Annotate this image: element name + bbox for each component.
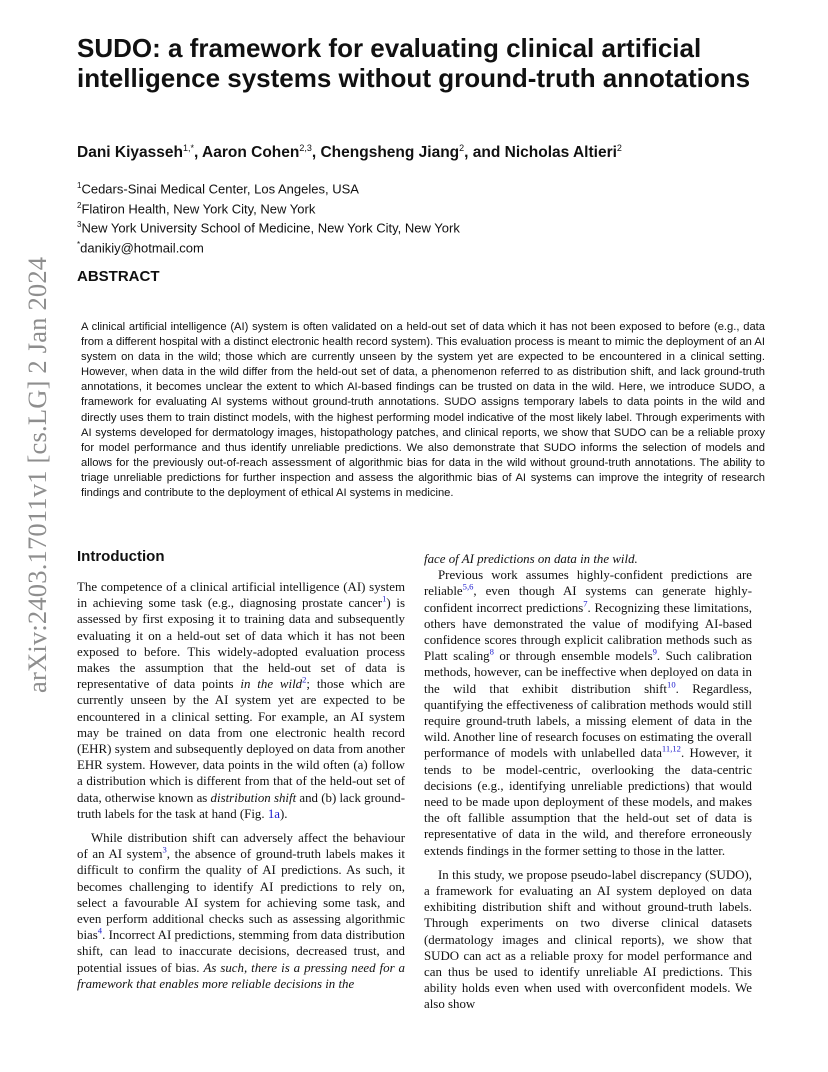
paragraph: [77, 830, 405, 992]
text-run: and (b) lack ground-truth labels for the task at hand (Fig.: [77, 790, 405, 821]
introduction-heading: Introduction: [77, 548, 165, 565]
affiliation-mark: *: [77, 239, 81, 249]
author-name: Nicholas Altieri: [504, 144, 617, 162]
author-separator: ,: [193, 144, 203, 162]
paper-title: SUDO: a framework for evaluating clinical artificial intelligence systems without ground-truth annotations: [77, 33, 751, 93]
body-column-right: [424, 551, 752, 1013]
italic-text: in the wild: [240, 677, 303, 692]
text-run: , even though AI systems can generate highly-confident incorrect predictions: [424, 584, 752, 615]
text-run: . Recognizing these limitations, others have demonstrated the value of modifying AI-based confidence scores through explicit calibration methods such as Platt scaling: [424, 600, 752, 664]
affiliation-list: [77, 178, 777, 256]
paragraph: [77, 579, 405, 822]
author-affiliation-mark: 2: [616, 143, 622, 153]
text-run: While distribution shift can adversely affect the behaviour of an AI system: [77, 831, 405, 862]
affiliation-line: [77, 217, 777, 237]
citation-link[interactable]: 9: [652, 646, 657, 657]
citation-link[interactable]: 3: [162, 844, 167, 855]
italic-text: face of AI predictions on data in the wild.: [424, 552, 638, 566]
author-name: Chengsheng Jiang: [320, 144, 460, 162]
citation-link[interactable]: 2: [302, 674, 307, 685]
text-run: ; those which are currently unseen by the AI system yet are expected to be encountered in a clinical setting. For example, an AI system may be trained on data from one electronic health record (EHR) system and subsequently deployed on data from another EHR system. However, data points in the wild often (a) follow a distribution which is different from that of the held-out set of data, otherwise known as: [77, 677, 405, 805]
text-run: or through ensemble models: [493, 649, 653, 664]
affiliation-line: [77, 237, 777, 257]
citation-link[interactable]: 5,6: [462, 582, 474, 593]
affiliation-line: [77, 198, 777, 218]
citation-link[interactable]: 1: [382, 593, 387, 604]
text-run: . Incorrect AI predictions, stemming from data distribution shift, can lead to inaccurate decisions, decreased trust, and potential issues of bias.: [77, 928, 405, 975]
figure-reference-link[interactable]: 1a: [267, 806, 280, 821]
text-run: Previous work assumes highly-confident predictions are reliable: [424, 568, 752, 599]
italic-text: As such, there is a pressing need for a framework that enables more reliable decisions in the: [77, 960, 405, 991]
author-list: [77, 138, 777, 163]
affiliation-mark: 2: [77, 200, 82, 210]
affiliation-mark: 3: [77, 220, 82, 230]
body-column-left: [77, 579, 405, 992]
paragraph-continuation: [424, 551, 752, 567]
text-run: . Such calibration methods, however, can be ineffective when deployed on data in the wild that exhibit distribution shift: [424, 649, 753, 696]
text-run: ) is assessed by first exposing it to training data and subsequently evaluating it on a held-out set of data which it has not been exposed to before. This widely-adopted evaluation process makes the assumption that the held-out set of data is representative of data points: [77, 596, 405, 692]
affiliation-text: New York University School of Medicine, New York City, New York: [81, 220, 460, 236]
affiliation-text: Flatiron Health, New York City, New York: [81, 200, 316, 216]
affiliation-line: [77, 178, 777, 198]
affiliation-text: Cedars-Sinai Medical Center, Los Angeles, USA: [81, 181, 359, 197]
paragraph: [424, 567, 752, 859]
italic-text: distribution shift: [210, 790, 297, 805]
citation-link[interactable]: 11,12: [661, 744, 681, 755]
author-affiliation-mark: 2,3: [299, 143, 312, 153]
author-affiliation-mark: 2: [459, 143, 465, 153]
affiliation-mark: 1: [77, 181, 82, 190]
author-affiliation-mark: 1,*: [182, 143, 194, 153]
author-name: Dani Kiyasseh: [77, 144, 183, 162]
arxiv-identifier-stamp: arXiv:2403.17011v1 [cs.LG] 2 Jan 2024: [22, 256, 52, 693]
author-separator: ,: [311, 144, 321, 162]
author-separator: , and: [464, 144, 505, 162]
text-run: ).: [279, 806, 288, 821]
affiliation-text: danikiy@hotmail.com: [80, 239, 204, 255]
citation-link[interactable]: 8: [489, 646, 494, 657]
abstract-text: A clinical artificial intelligence (AI) system is often validated on a held-out set of data which it has not been exposed to before (e.g., data from a different hospital with a distinct electronic health record system). This evaluation process is meant to mimic the deployment of an AI system on data in the wild; those which are currently unseen by the system yet are expected to be encountered in a clinical setting. However, when data in the wild differ from the held-out set of data, a phenomenon referred to as distribution shift, and lack ground-truth annotations, it becomes unclear the extent to which AI-based findings can be trusted on data in the wild. Here, we introduce SUDO, a framework for evaluating AI systems without ground-truth annotations. SUDO assigns temporary labels to data points in the wild and directly uses them to train distinct models, with the highest performing model indicative of the most likely label. Through experiments with AI systems developed for dermatology images, histopathology patches, and clinical reports, we show that SUDO can be a reliable proxy for model performance and thus identify unreliable predictions. We also demonstrate that SUDO informs the selection of models and allows for the previously out-of-reach assessment of algorithmic bias for data in the wild without ground-truth annotations. The ability to triage unreliable predictions for further inspection and assess the algorithmic bias of AI systems can improve the integrity of research findings and contribute to the deployment of ethical AI systems in medicine.: [81, 321, 765, 500]
text-run: . However, it tends to be model-centric, overlooking the data-centric decisions (e.g., identifying unreliable predictions) that would need to be made upon deployment of these models, and makes the oft fallible assumption that the held-out set of data is representative of data in the wild, and therefore erroneously extends findings in the former setting to those in the latter.: [424, 746, 752, 858]
text-run: . Regardless, quantifying the effectiveness of calibration methods would still require ground-truth labels, a missing element of data in the wild. Another line of research focuses on estimating the overall performance of models with unlabelled data: [424, 681, 752, 761]
citation-link[interactable]: 10: [667, 679, 676, 690]
text-run: , the absence of ground-truth labels makes it difficult to confirm the quality of AI predictions. As such, it becomes challenging to identify AI predictions to rely on, select a favourable AI system for achieving some task, and even perform additional checks such as assessing algorithmic bias: [77, 847, 405, 943]
abstract-heading: ABSTRACT: [77, 268, 160, 285]
paragraph: [424, 867, 752, 1013]
citation-link[interactable]: 4: [97, 925, 103, 936]
citation-link[interactable]: 7: [583, 598, 588, 609]
author-name: Aaron Cohen: [202, 144, 300, 162]
text-run: In this study, we propose pseudo-label discrepancy (SUDO), a framework for evaluating an AI system deployed on data exhibiting distribution shift and without ground-truth labels. Through experiments on two diverse clinical datasets (dermatology images and clinical reports), we show that SUDO can act as a reliable proxy for model performance and can thus be used to identify unreliable AI predictions. This ability holds even when used with overconfident models. We also show: [424, 867, 752, 1012]
text-run: The competence of a clinical artificial intelligence (AI) system in achieving some task (e.g., diagnosing prostate cancer: [77, 580, 405, 611]
